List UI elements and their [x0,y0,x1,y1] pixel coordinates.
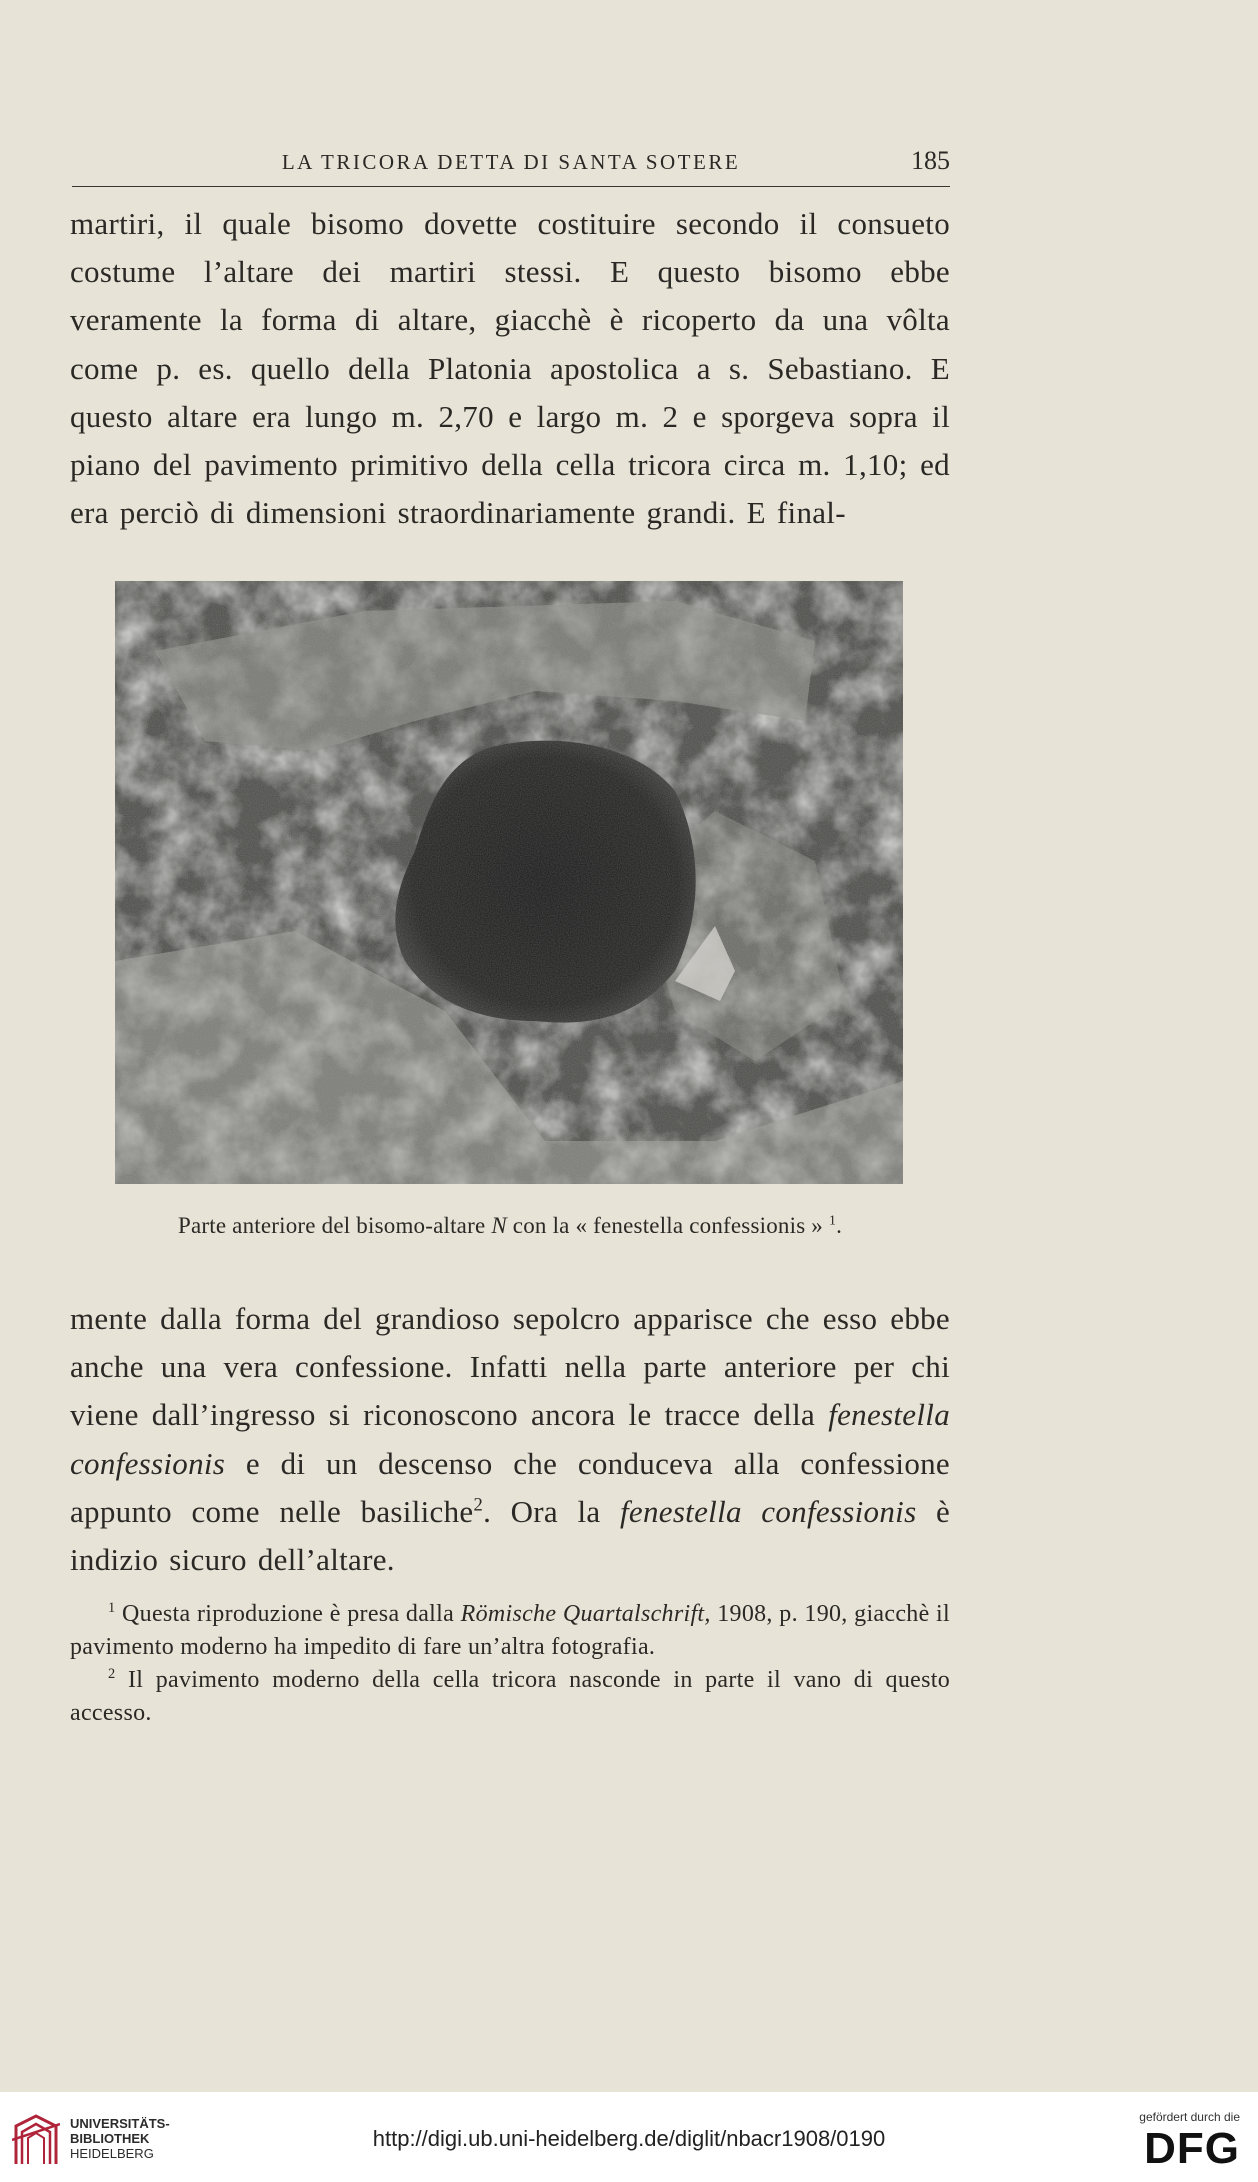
funder-credit-label: gefördert durch die [1139,2110,1240,2124]
paragraph-2-part-1: mente dalla forma del grandioso sepolcro apparisce che esso ebbe anche una vera confessione. Infatti nella parte anteriore per chi viene dall’ingresso si riconoscono ancora le tracce della [70,1301,950,1433]
caption-end: . [836,1213,843,1238]
paragraph-1 [70,200,950,537]
caption-text-before: Parte anteriore del bisomo-altare [177,1213,492,1238]
library-name-line-1: UNIVERSITÄTS- [70,2116,170,2131]
running-head [72,146,950,187]
footnote-1-text-after: 1908, p. 190, giacchè il pavimento moderno ha impedito di fare un’altra fotografia. [70,1601,950,1660]
dfg-logo-icon[interactable]: DFG [1144,2124,1240,2173]
library-name-line-3: HEIDELBERG [70,2146,154,2161]
photograph-altar-front [115,581,903,1184]
paragraph-2 [70,1295,950,1584]
caption-text-after: con la « fenestella confessionis » [506,1213,829,1238]
footnotes [70,1598,950,1730]
footnote-2-text: Il pavimento moderno della cella tricora nasconde in parte il vano di questo accesso. [70,1667,950,1726]
footnote-1 [70,1598,950,1664]
library-name-line-2: BIBLIOTHEK [70,2131,150,2146]
photograph-image [115,581,903,1184]
permalink-url[interactable]: http://digi.ub.uni-heidelberg.de/diglit/nbacr1908/0190 [372,2126,886,2151]
paragraph-2-italic-1: fenestella confessionis [70,1397,950,1481]
caption-note-marker: 1 [828,1212,837,1228]
paragraph-2-part-3: . Ora la [483,1493,620,1529]
paragraph-2-text [70,1295,950,1584]
figure-caption [70,1213,950,1239]
caption-italic-letter: N [491,1213,507,1238]
viewer-footer [0,2092,1258,2182]
page-number: 185 [911,146,950,175]
paragraph-1-text: martiri, il quale bisomo dovette costituire secondo il consueto costume l’altare dei martiri stessi. E questo bisomo ebbe veramente la forma di altare, giacchè è ricoperto da una vôlta come p. es. quello della Platonia apostolica a s. Sebastiano. E questo altare era lungo m. 2,70 e largo m. 2 e sporgeva sopra il piano del pavimento primitivo della cella tricora circa m. 1,10; ed era perciò di dimensioni straordinariamente grandi. E final- [70,206,950,531]
paragraph-2-part-2: e di un descenso che conduceva alla confessione appunto come nelle basiliche [70,1445,950,1529]
funder-credit [1040,2110,1240,2174]
footnote-1-text-before: Questa riproduzione è presa dalla [115,1601,461,1627]
footnote-2 [70,1664,950,1730]
paragraph-2-note-marker: 2 [473,1494,484,1516]
paragraph-2-part-4: è indizio sicuro dell’altare. [70,1493,951,1578]
paragraph-2-italic-2: fenestella confessionis [619,1493,917,1529]
footnote-2-marker: 2 [108,1666,116,1682]
footnote-1-journal-title: Römische Quartalschrift, [460,1601,711,1627]
running-title: LA TRICORA DETTA DI SANTA SOTERE [281,150,741,174]
footnote-1-marker: 1 [108,1600,116,1616]
